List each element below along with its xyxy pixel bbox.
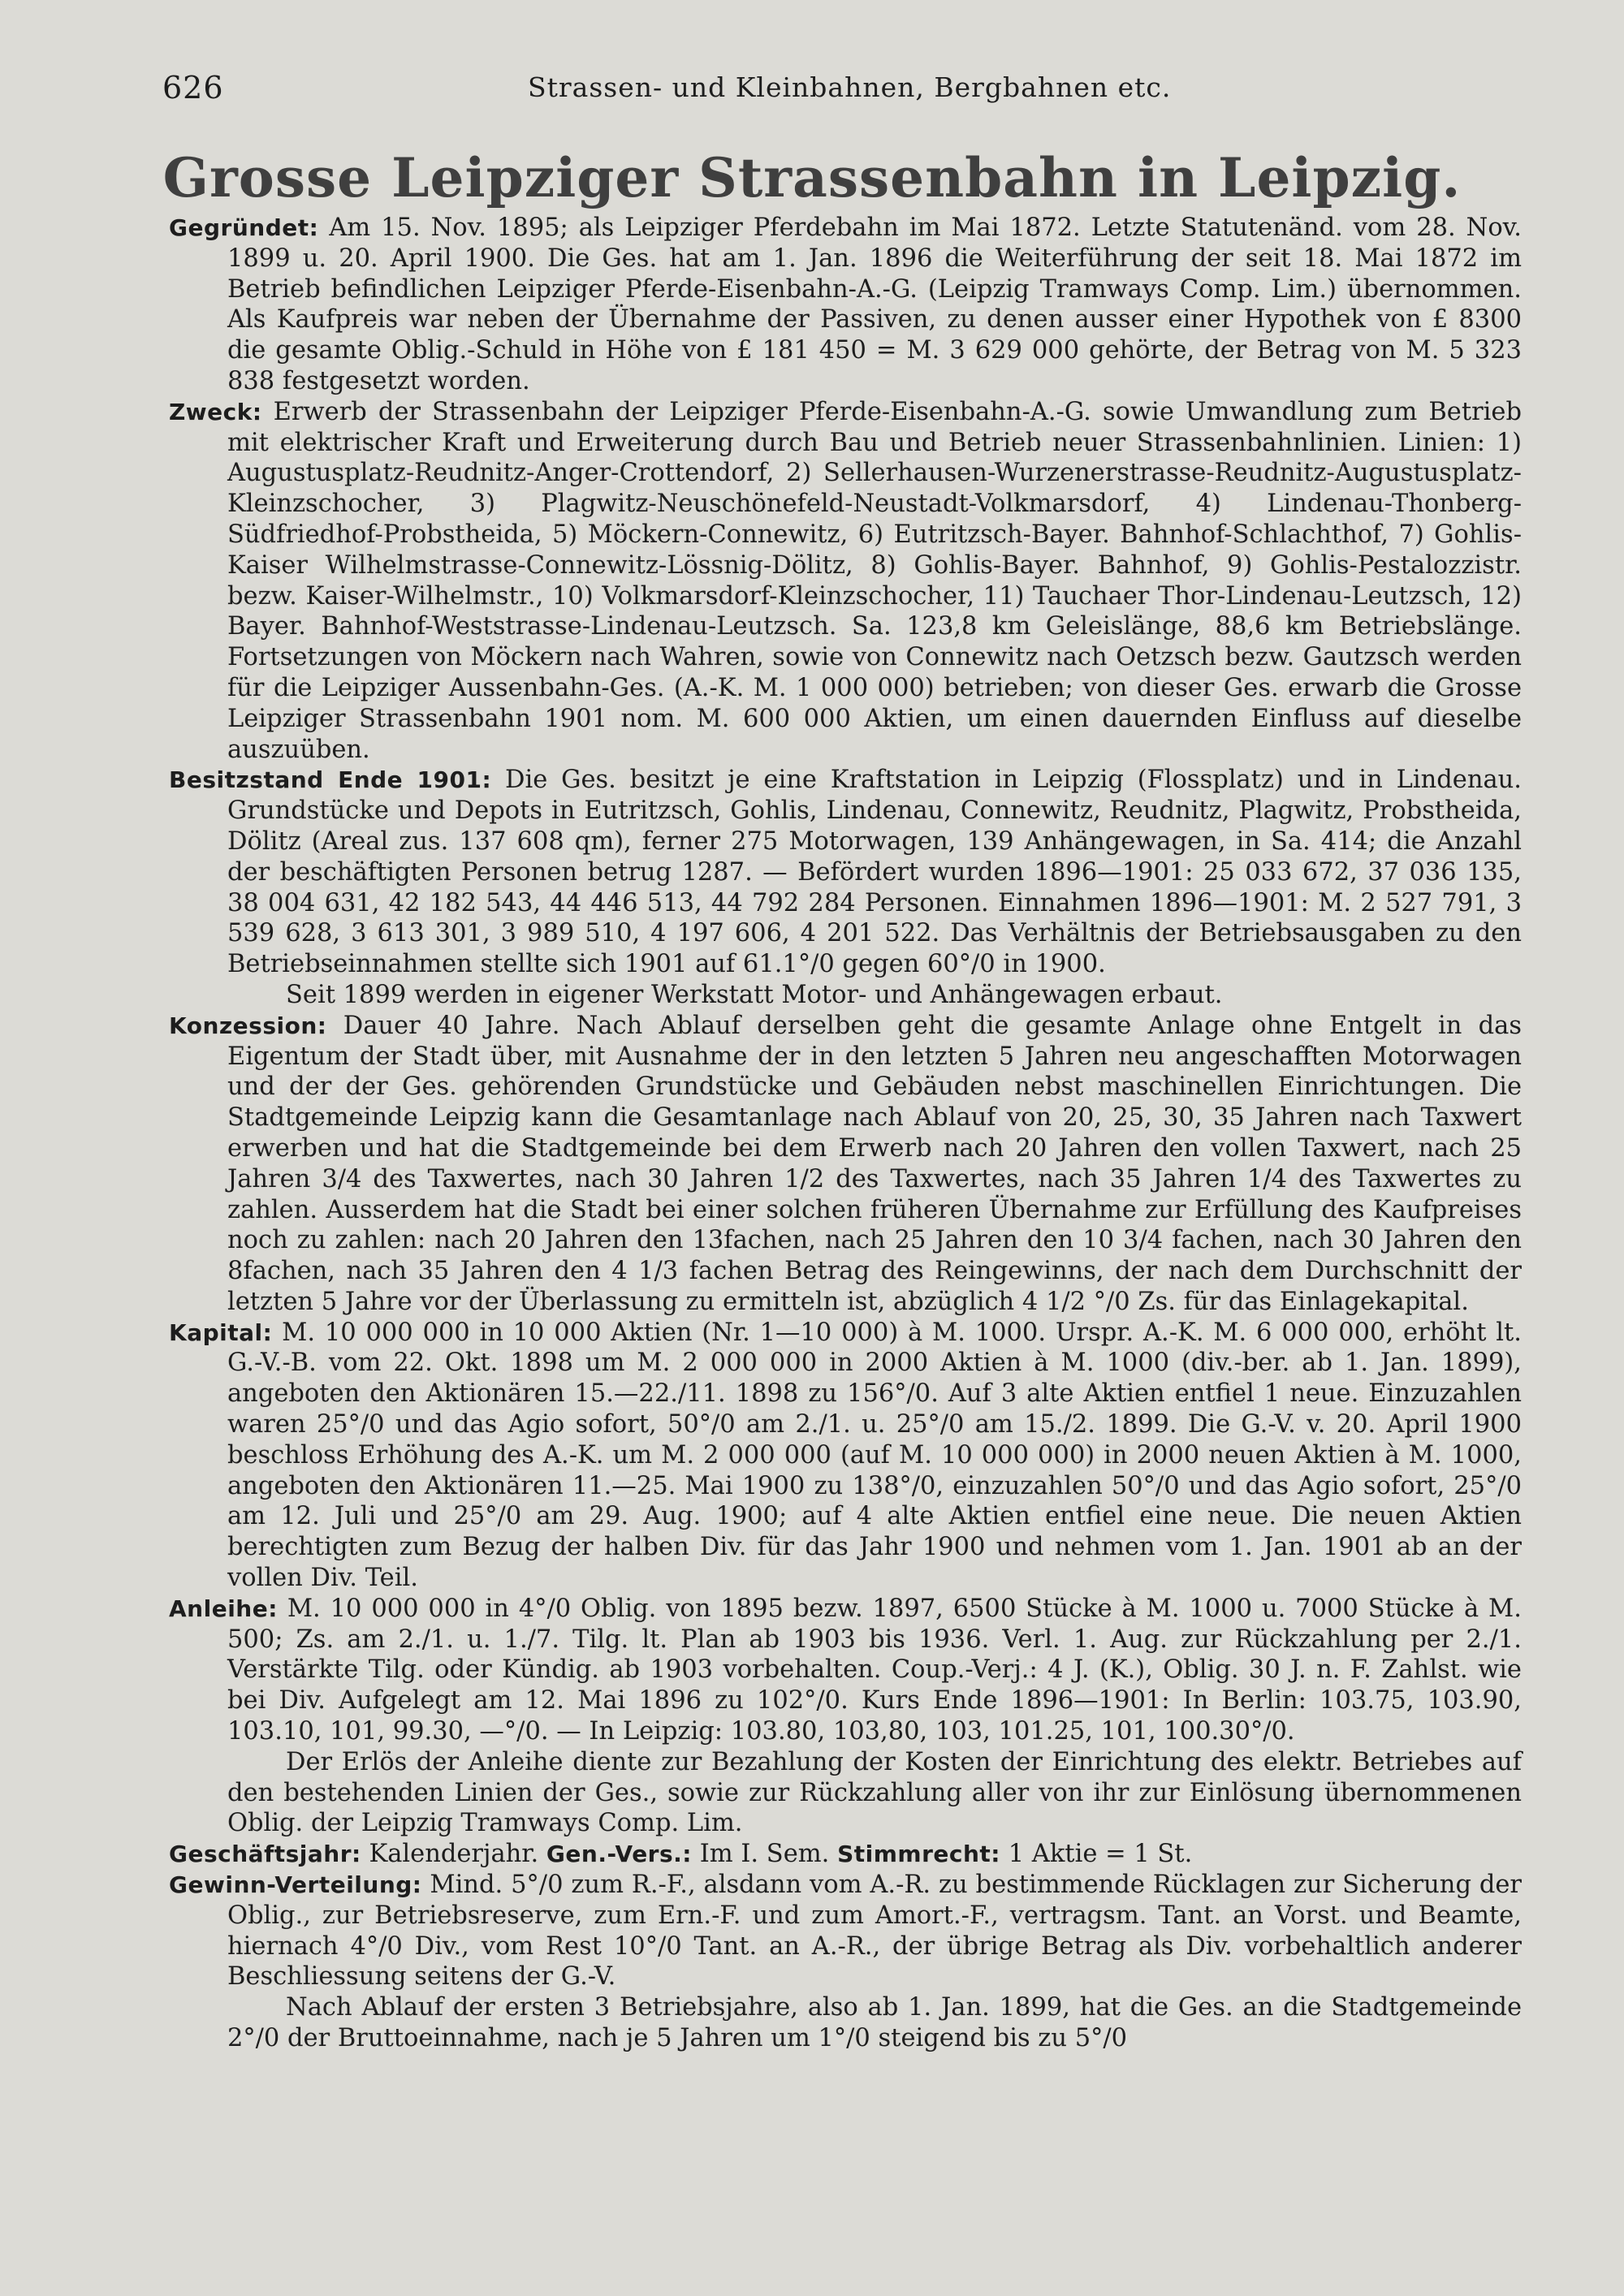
section-key: Gegründet: [169, 214, 319, 241]
section-text: Kalenderjahr. [369, 1840, 539, 1869]
section-key: Geschäftsjahr: [169, 1841, 361, 1868]
section-text: Dauer 40 Jahre. Nach Ablauf derselben geht die gesamte Anlage ohne Entgelt in das Eigentum der Stadt über, mit Ausnahme der in den letzten 5 Jahren neu angeschafften Motorwagen und der der Ges. gehörenden Grundstücke und Gebäuden nebst maschinellen Einrichtungen. Die Stadtgemeinde Leipzig kann die Gesamtanlage nach Ablauf von 20, 25, 30, 35 Jahren nach Taxwert erwerben und hat die Stadtgemeinde bei dem Erwerb nach 20 Jahren den vollen Taxwert, nach 25 Jahren 3/4 des Taxwertes, nach 30 Jahren 1/2 des Taxwertes, nach 35 Jahren 1/4 des Taxwertes zu zahlen. Ausserdem hat die Stadt bei einer solchen früheren Übernahme zur Erfüllung des Kaufpreises noch zu zahlen: nach 20 Jahren den 13fachen, nach 25 Jahren den 10 3/4 fachen, nach 30 Jahren den 8fachen, nach 35 Jahren den 4 1/3 fachen Betrag des Reingewinns, der nach dem Durchschnitt der letzten 5 Jahre vor der Überlassung zu ermitteln ist, abzüglich 4 1/2 °/0 Zs. für das Einlagekapital. [227, 1011, 1522, 1316]
section-besitzstand [169, 765, 1522, 980]
page-header [162, 70, 1543, 110]
section-kapital [169, 1318, 1522, 1594]
section-key: Besitzstand Ende 1901: [169, 766, 492, 794]
section-text: M. 10 000 000 in 4°/0 Oblig. von 1895 bezw. 1897, 6500 Stücke à M. 1000 u. 7000 Stücke à M. 500; Zs. am 2./1. u. 1./7. Tilg. lt. Plan ab 1903 bis 1936. Verl. 1. Aug. zur Rückzahlung per 2./1. Verstärkte Tilg. oder Kündig. ab 1903 vorbehalten. Coup.-Verj.: 4 J. (K.), Oblig. 30 J. n. F. Zahlst. wie bei Div. Aufgelegt am 12. Mai 1896 zu 102°/0. Kurs Ende 1896—1901: In Berlin: 103.75, 103.90, 103.10, 101, 99.30, —°/0. — In Leipzig: 103.80, 103,80, 103, 101.25, 101, 100.30°/0. [227, 1594, 1522, 1746]
page-title: Grosse Leipziger Strassenbahn in Leipzig. [162, 146, 1462, 209]
section-paragraph: Nach Ablauf der ersten 3 Betriebsjahre, also ab 1. Jan. 1899, hat die Ges. an die Stadtgemeinde 2°/0 der Bruttoeinnahme, nach je 5 Jahren um 1°/0 steigend bis zu 5°/0 [227, 1993, 1522, 2053]
section-text: Die Ges. besitzt je eine Kraftstation in Leipzig (Flossplatz) und in Lindenau. Grundstücke und Depots in Eutritzsch, Gohlis, Lindenau, Connewitz, Reudnitz, Plagwitz, Probstheida, Dölitz (Areal zus. 137 608 qm), ferner 275 Motorwagen, 139 Anhängewagen, in Sa. 414; die Anzahl der beschäftigten Personen betrug 1287. — Befördert wurden 1896—1901: 25 033 672, 37 036 135, 38 004 631, 42 182 543, 44 446 513, 44 792 284 Personen. Einnahmen 1896—1901: M. 2 527 791, 3 539 628, 3 613 301, 3 989 510, 4 197 606, 4 201 522. Das Verhältnis der Betriebsausgaben zu den Betriebseinnahmen stellte sich 1901 auf 61.1°/0 gegen 60°/0 in 1900. [227, 766, 1522, 979]
page-number: 626 [162, 70, 224, 106]
section-geschaeftsjahr [169, 1839, 1522, 1870]
section-key: Kapital: [169, 1318, 273, 1346]
section-anleihe [169, 1594, 1522, 1747]
document-body [169, 213, 1522, 2054]
section-text: Am 15. Nov. 1895; als Leipziger Pferdebahn im Mai 1872. Letzte Statutenänd. vom 28. Nov. 1899 u. 20. April 1900. Die Ges. hat am 1. Jan. 1896 die Weiterführung der seit 18. Mai 1872 im Betrieb befindlichen Leipziger Pferde-Eisenbahn-A.-G. (Leipzig Tramways Comp. Lim.) übernommen. Als Kaufpreis war neben der Übernahme der Passiven, zu denen ausser einer Hypothek von £ 8300 die gesamte Oblig.-Schuld in Höhe von £ 181 450 = M. 3 629 000 gehörte, der Betrag von M. 5 323 838 festgesetzt worden. [227, 214, 1522, 395]
section-key: Anleihe: [169, 1595, 278, 1622]
section-text: M. 10 000 000 in 10 000 Aktien (Nr. 1—10 000) à M. 1000. Urspr. A.-K. M. 6 000 000, erhöht lt. G.-V.-B. vom 22. Okt. 1898 um M. 2 000 000 in 2000 Aktien à M. 1000 (div.-ber. ab 1. Jan. 1899), angeboten den Aktionären 15.—22./11. 1898 zu 156°/0. Auf 3 alte Aktien entfiel 1 neue. Einzuzahlen waren 25°/0 und das Agio sofort, 50°/0 am 2./1. u. 25°/0 am 15./2. 1899. Die G.-V. v. 20. April 1900 beschloss Erhöhung des A.-K. um M. 2 000 000 (auf M. 10 000 000) in 2000 neuen Aktien à M. 1000, angeboten den Aktionären 11.—25. Mai 1900 zu 138°/0, einzuzahlen 50°/0 und das Agio sofort, 25°/0 am 12. Juli und 25°/0 am 29. Aug. 1900; auf 4 alte Aktien entfiel eine neue. Die neuen Aktien berechtigten zum Bezug der halben Div. für das Jahr 1900 und nehmen vom 1. Jan. 1901 ab an der vollen Div. Teil. [227, 1318, 1522, 1593]
running-head: Strassen- und Kleinbahnen, Bergbahnen etc. [528, 71, 1172, 103]
section-key: Gewinn-Verteilung: [169, 1871, 422, 1899]
section-konzession [169, 1011, 1522, 1318]
section-paragraph: Seit 1899 werden in eigener Werkstatt Motor- und Anhängewagen erbaut. [286, 980, 1223, 1009]
section-text: Erwerb der Strassenbahn der Leipziger Pferde-Eisenbahn-A.-G. sowie Umwandlung zum Betrieb mit elektrischer Kraft und Erweiterung durch Bau und Betrieb neuer Strassenbahnlinien. Linien: 1) Augustusplatz-Reudnitz-Anger-Crottendorf, 2) Sellerhausen-Wurzenerstrasse-Reudnitz-Augustusplatz-Kleinzschocher, 3) Plagwitz-Neuschönefeld-Neustadt-Volkmarsdorf, 4) Lindenau-Thonberg-Südfriedhof-Probstheida, 5) Möckern-Connewitz, 6) Eutritzsch-Bayer. Bahnhof-Schlachthof, 7) Gohlis-Kaiser Wilhelmstrasse-Connewitz-Lössnig-Dölitz, 8) Gohlis-Bayer. Bahnhof, 9) Gohlis-Pestalozzistr. bezw. Kaiser-Wilhelmstr., 10) Volkmarsdorf-Kleinzschocher, 11) Tauchaer Thor-Lindenau-Leutzsch, 12) Bayer. Bahnhof-Weststrasse-Lindenau-Leutzsch. Sa. 123,8 km Geleislänge, 88,6 km Betriebslänge. Fortsetzungen von Möckern nach Wahren, sowie von Connewitz nach Oetzsch bezw. Gautzsch werden für die Leipziger Aussenbahn-Ges. (A.-K. M. 1 000 000) betrieben; von dieser Ges. erwarb die Grosse Leipziger Strassenbahn 1901 nom. M. 600 000 Aktien, um einen dauernden Einfluss auf dieselbe auszuüben. [227, 397, 1522, 764]
section-text: Mind. 5°/0 zum R.-F., alsdann vom A.-R. zu bestimmende Rücklagen zur Sicherung der Oblig., zur Betriebsreserve, zum Ern.-F. und zum Amort.-F., vertragsm. Tant. an Vorst. und Beamte, hiernach 4°/0 Div., vom Rest 10°/0 Tant. an A.-R., der übrige Betrag als Div. vorbehaltlich anderer Beschliessung seitens der G.-V. [227, 1871, 1522, 1992]
stimmrecht-text: 1 Aktie = 1 St. [1008, 1840, 1193, 1869]
stimmrecht-key: Stimmrecht: [837, 1841, 1000, 1868]
gen-vers-key: Gen.-Vers.: [546, 1841, 692, 1868]
section-key: Zweck: [169, 398, 262, 425]
section-key: Konzession: [169, 1012, 327, 1039]
section-gewinn-verteilung [169, 1870, 1522, 1992]
gen-vers-text: Im I. Sem. [699, 1840, 830, 1869]
section-gegruendet [169, 213, 1522, 397]
section-zweck [169, 397, 1522, 766]
section-paragraph: Der Erlös der Anleihe diente zur Bezahlung der Kosten der Einrichtung des elektr. Betriebes auf den bestehenden Linien der Ges., sowie zur Rückzahlung aller von ihr zur Einlösung übernommenen Oblig. der Leipzig Tramways Comp. Lim. [227, 1747, 1522, 1838]
